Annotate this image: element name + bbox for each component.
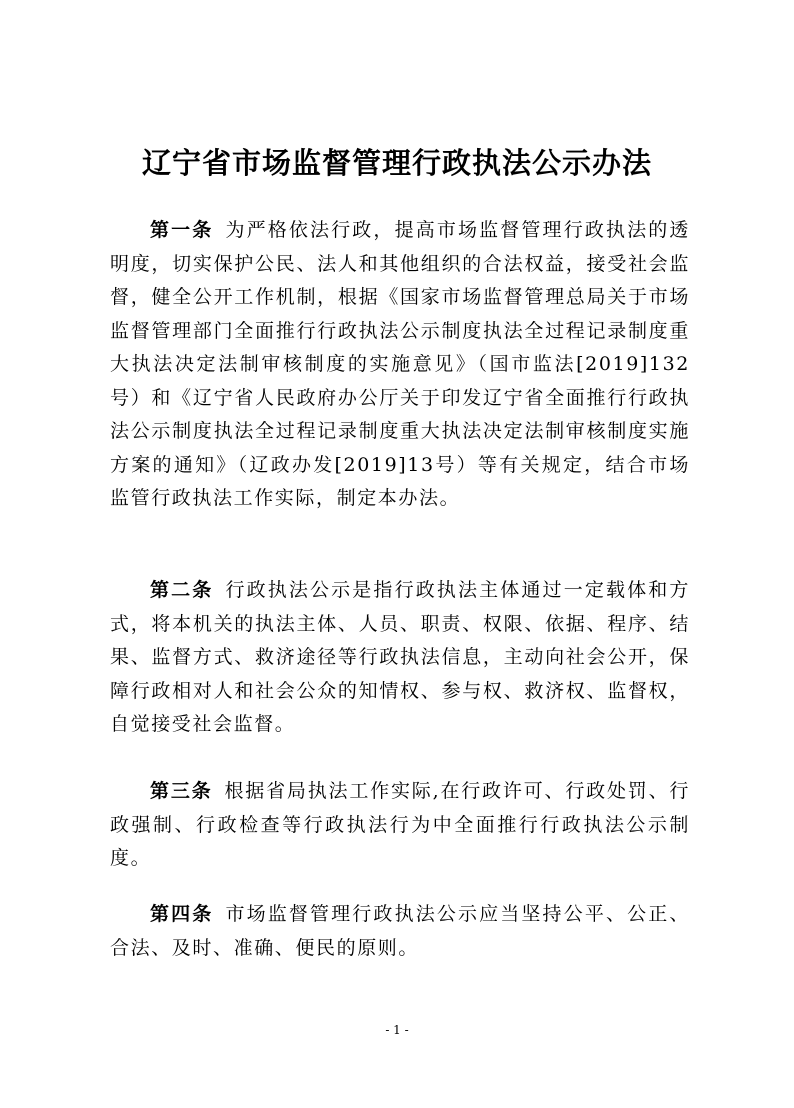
article-1-text: 为严格依法行政，提高市场监督管理行政执法的透明度，切实保护公民、法人和其他组织的合法权益，接受社会监督，健全公开工作机制，根据《国家市场监督管理总局关于市场监督管理部门全面推行行政执法公示制度执法全过程记录制度重大执法决定法制审核制度的实施意见》（国市监法[2019]132号）和《辽宁省人民政府办公厅关于印发辽宁省全面推行行政执法公示制度执法全过程记录制度重大执法决定法制审核制度实施方案的通知》（辽政办发[2019]13号）等有关规定，结合市场监管行政执法工作实际，制定本办法。 <box>110 219 690 509</box>
article-3-label: 第三条 <box>150 780 213 802</box>
page-number: - 1 - <box>385 1023 409 1037</box>
article-3 <box>110 775 690 876</box>
article-2 <box>110 574 690 742</box>
article-4-text: 市场监督管理行政执法公示应当坚持公平、公正、合法、及时、准确、便民的原则。 <box>110 903 690 959</box>
article-4-label: 第四条 <box>150 903 214 925</box>
article-1-label: 第一条 <box>150 219 214 241</box>
article-1 <box>110 214 690 516</box>
article-2-text: 行政执法公示是指行政执法主体通过一定载体和方式，将本机关的执法主体、人员、职责、权限、依据、程序、结果、监督方式、救济途径等行政执法信息，主动向社会公开，保障行政相对人和社会公众的知情权、参与权、救济权、监督权，自觉接受社会监督。 <box>110 579 690 735</box>
article-2-label: 第二条 <box>150 579 214 601</box>
document-title: 辽宁省市场监督管理行政执法公示办法 <box>141 146 652 181</box>
article-4 <box>110 898 690 965</box>
article-3-text: 根据省局执法工作实际,在行政许可、行政处罚、行政强制、行政检查等行政执法行为中全面推行行政执法公示制度。 <box>110 780 690 869</box>
